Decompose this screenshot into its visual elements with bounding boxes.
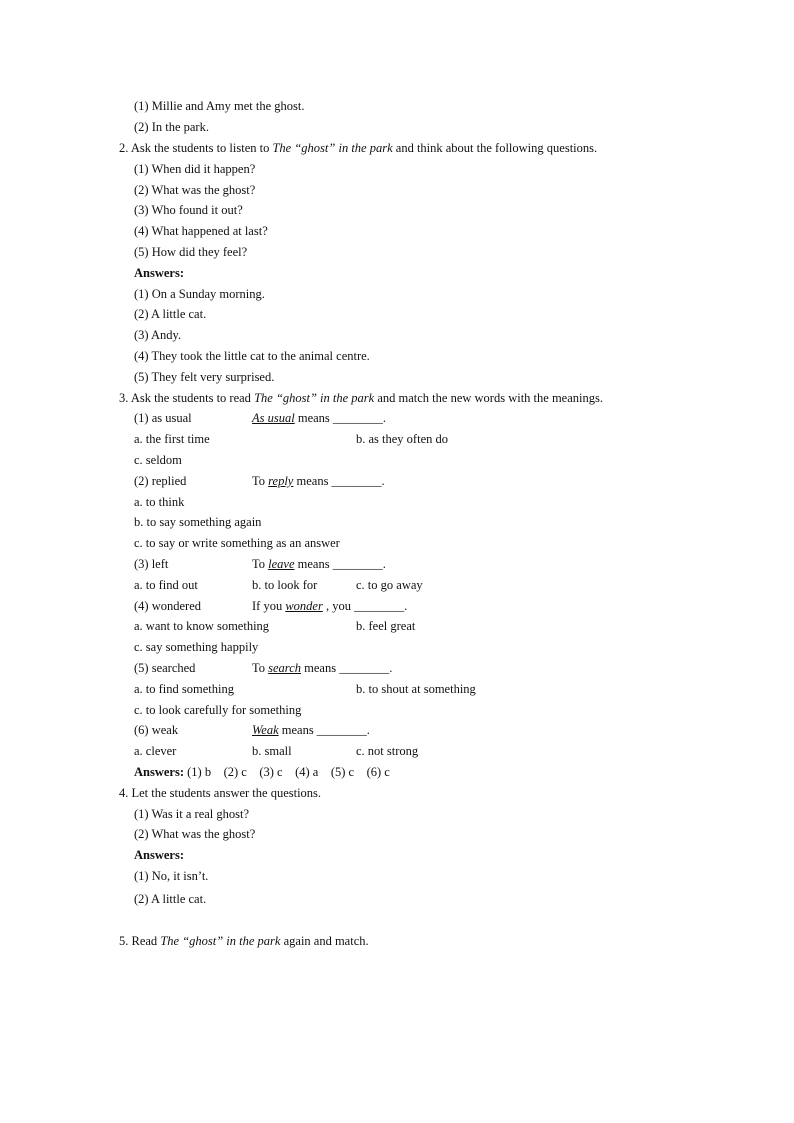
vocab-label: (2) replied <box>134 474 187 488</box>
story-title: The “ghost” in the park <box>272 141 393 155</box>
section-5-heading <box>119 933 369 949</box>
prompt-text: To <box>252 661 269 675</box>
answer-line: (1) Millie and Amy met the ghost. <box>134 99 305 113</box>
vocab-label: (4) wondered <box>134 599 201 613</box>
heading-text: Ask the students to listen to <box>130 141 273 155</box>
heading-text: and think about the following questions. <box>392 141 598 155</box>
prompt-text: means ________. <box>301 661 393 675</box>
option-a: a. clever <box>134 744 177 758</box>
prompt-text: To <box>252 474 269 488</box>
vocab-label: (5) searched <box>134 661 196 675</box>
vocab-word: Weak <box>252 723 279 737</box>
prompt-text: means ________. <box>294 411 387 425</box>
answer-line: (5) They felt very surprised. <box>134 370 275 384</box>
answer-line: (2) A little cat. <box>134 307 207 321</box>
prompt-text: means ________. <box>294 557 386 571</box>
section-number: 3. <box>119 391 129 405</box>
heading-text: Let the students answer the questions. <box>131 786 322 800</box>
section-number: 2. <box>119 141 129 155</box>
option-a: a. to think <box>134 495 185 509</box>
answers-label: Answers: <box>134 848 184 862</box>
vocab-word: wonder <box>285 599 323 613</box>
heading-text: Ask the students to read <box>130 391 255 405</box>
answer-line: (2) A little cat. <box>134 892 207 906</box>
vocab-word: leave <box>268 557 295 571</box>
vocab-label: (3) left <box>134 557 169 571</box>
vocab-label: (6) weak <box>134 723 179 737</box>
option-c: c. seldom <box>134 453 182 467</box>
vocab-word: search <box>268 661 302 675</box>
answer-line: (1) On a Sunday morning. <box>134 287 265 301</box>
option-a: a. want to know something <box>134 619 270 633</box>
section-4-heading <box>119 785 321 801</box>
answers-label: Answers: <box>134 765 184 779</box>
section-3-heading <box>119 390 603 406</box>
option-c: c. to go away <box>356 578 423 592</box>
prompt-text: If you <box>252 599 286 613</box>
question-line: (2) What was the ghost? <box>134 827 256 841</box>
option-b: b. to shout at something <box>356 682 476 696</box>
option-c: c. to look carefully for something <box>134 703 302 717</box>
vocab-label: (1) as usual <box>134 411 192 425</box>
option-b: b. small <box>252 744 292 758</box>
answers-label: Answers: <box>134 266 184 280</box>
heading-text: Read <box>131 934 161 948</box>
option-b: b. as they often do <box>356 432 448 446</box>
prompt-text: means ________. <box>278 723 370 737</box>
answer-line: (4) They took the little cat to the animal centre. <box>134 349 370 363</box>
vocab-word: reply <box>268 474 294 488</box>
section-2-heading <box>119 140 597 156</box>
option-b: b. to look for <box>252 578 318 592</box>
prompt-text: means ________. <box>293 474 385 488</box>
answer-line: (3) Andy. <box>134 328 182 342</box>
question-line: (1) Was it a real ghost? <box>134 807 250 821</box>
story-title: The “ghost” in the park <box>160 934 281 948</box>
option-a: a. to find something <box>134 682 234 696</box>
option-c: c. to say or write something as an answer <box>134 536 340 550</box>
option-c: c. say something happily <box>134 640 259 654</box>
vocab-prompt <box>252 660 392 676</box>
prompt-text: , you ________. <box>322 599 408 613</box>
option-a: a. the first time <box>134 432 210 446</box>
section-number: 4. <box>119 786 129 800</box>
option-b: b. feel great <box>356 619 416 633</box>
option-b: b. to say something again <box>134 515 262 529</box>
question-line: (4) What happened at last? <box>134 224 268 238</box>
answer-line: (1) No, it isn’t. <box>134 869 209 883</box>
section-number: 5. <box>119 934 129 948</box>
question-line: (2) What was the ghost? <box>134 183 256 197</box>
vocab-prompt <box>252 722 370 738</box>
prompt-text: To <box>252 557 269 571</box>
answer-key <box>134 764 390 780</box>
option-a: a. to find out <box>134 578 198 592</box>
vocab-prompt <box>252 410 386 426</box>
vocab-prompt <box>252 473 385 489</box>
vocab-word: As usual <box>252 411 295 425</box>
vocab-prompt <box>252 598 407 614</box>
heading-text: again and match. <box>280 934 369 948</box>
question-line: (3) Who found it out? <box>134 203 243 217</box>
question-line: (1) When did it happen? <box>134 162 256 176</box>
answer-key-values: (1) b (2) c (3) c (4) a (5) c (6) c <box>184 765 390 779</box>
vocab-prompt <box>252 556 386 572</box>
story-title: The “ghost” in the park <box>254 391 375 405</box>
heading-text: and match the new words with the meanings. <box>374 391 603 405</box>
answer-line: (2) In the park. <box>134 120 209 134</box>
question-line: (5) How did they feel? <box>134 245 248 259</box>
option-c: c. not strong <box>356 744 419 758</box>
